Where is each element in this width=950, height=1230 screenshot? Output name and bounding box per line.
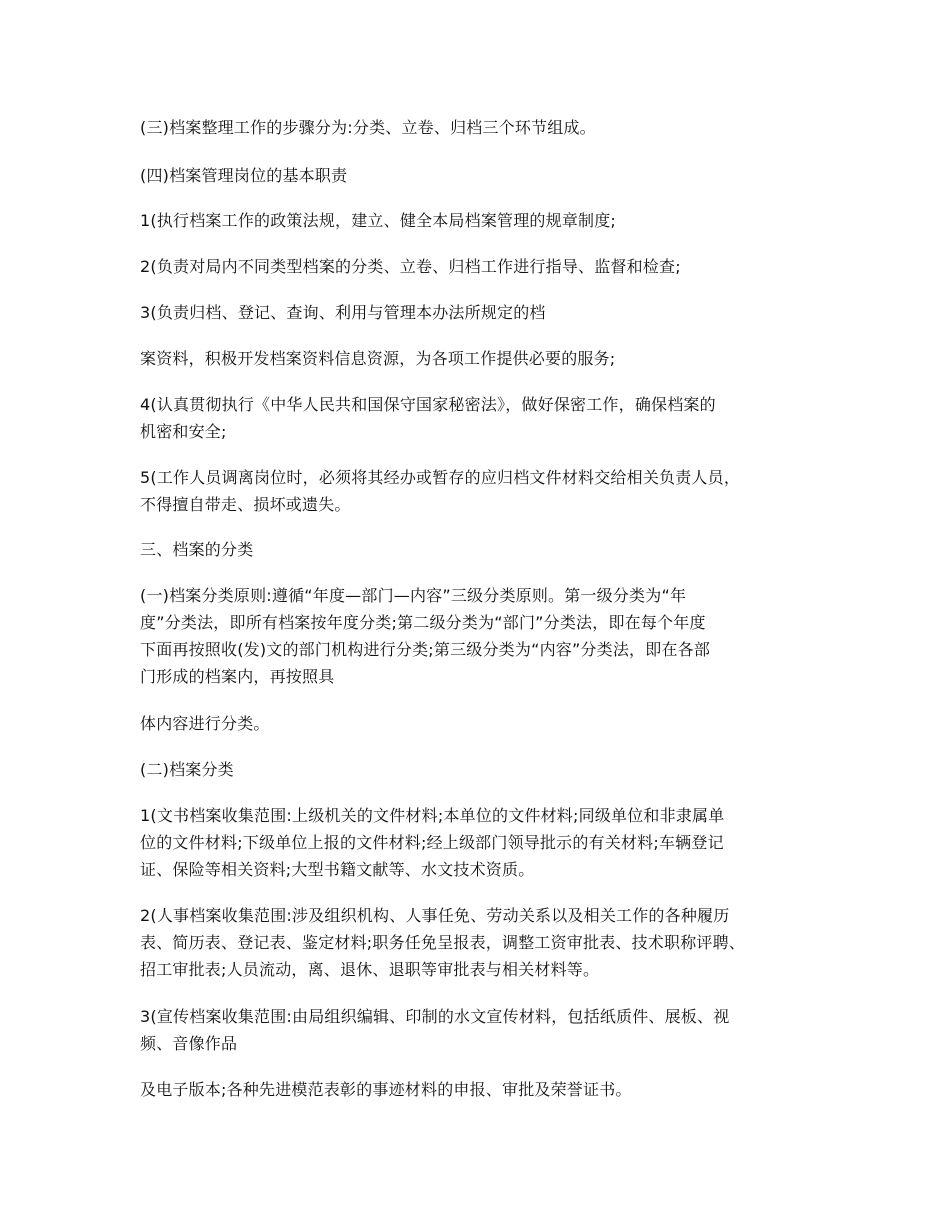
paragraph (140, 464, 815, 518)
paragraph-line: 5(工作人员调离岗位时，必须将其经办或暂存的应归档文件材料交给相关负责人员， (140, 468, 741, 487)
paragraph-line: (四)档案管理岗位的基本职责 (140, 166, 348, 185)
paragraph-line: 案资料，积极开发档案资料信息资源，为各项工作提供必要的服务; (140, 349, 616, 368)
paragraph-line: 门形成的档案内，再按照具 (140, 667, 335, 686)
paragraph-line: 三、档案的分类 (140, 540, 254, 559)
paragraph-line: 下面再按照收(发)文的部门机构进行分类;第三级分类为“内容”分类法，即在各部 (140, 640, 711, 659)
paragraph-line: 证、保险等相关资料;大型书籍文献等、水文技术资质。 (140, 860, 535, 879)
paragraph-line: 位的文件材料;下级单位上报的文件材料;经上级部门领导批示的有关材料;车辆登记 (140, 833, 724, 852)
section-heading (140, 162, 815, 189)
paragraph-line: 2(人事档案收集范围:涉及组织机构、人事任免、劳动关系以及相关工作的各种履历 (140, 906, 730, 925)
paragraph-line: 1(执行档案工作的政策法规，建立、健全本局档案管理的规章制度; (140, 211, 617, 230)
paragraph-line: 体内容进行分类。 (140, 714, 270, 733)
paragraph-line: (一)档案分类原则:遵循“年度—部门—内容”三级分类原则。第一级分类为“年 (140, 586, 687, 605)
paragraph-line: 招工审批表;人员流动，离、退休、退职等审批表与相关材料等。 (140, 960, 600, 979)
paragraph-line: 4(认真贯彻执行《中华人民共和国保守国家秘密法》，做好保密工作，确保档案的 (140, 395, 716, 414)
section-heading (140, 536, 815, 563)
paragraph-line: 机密和安全; (140, 422, 227, 441)
paragraph-line: (二)档案分类 (140, 760, 234, 779)
paragraph-line: 频、音像作品 (140, 1034, 238, 1053)
paragraph (140, 802, 815, 883)
paragraph (140, 207, 815, 234)
paragraph-line: 3(宣传档案收集范围:由局组织编辑、印制的水文宣传材料，包括纸质件、展板、视 (140, 1007, 730, 1026)
section-heading (140, 756, 815, 783)
paragraph-line: (三)档案整理工作的步骤分为:分类、立卷、归档三个环节组成。 (140, 118, 596, 137)
paragraph (140, 902, 815, 983)
paragraph-line: 不得擅自带走、损坏或遗失。 (140, 495, 351, 514)
paragraph (140, 1076, 815, 1103)
paragraph (140, 299, 815, 326)
paragraph (140, 253, 815, 280)
paragraph-line: 2(负责对局内不同类型档案的分类、立卷、归档工作进行指导、监督和检查; (140, 257, 681, 276)
paragraph-line: 及电子版本;各种先进模范表彰的事迹材料的申报、审批及荣誉证书。 (140, 1080, 632, 1099)
paragraph (140, 1003, 815, 1057)
paragraph (140, 582, 815, 690)
paragraph-line: 1(文书档案收集范围:上级机关的文件材料;本单位的文件材料;同级单位和非隶属单 (140, 806, 725, 825)
paragraph-line: 度”分类法，即所有档案按年度分类;第二级分类为“部门”分类法，即在每个年度 (140, 613, 706, 632)
paragraph (140, 391, 815, 445)
paragraph (140, 345, 815, 372)
paragraph (140, 710, 815, 737)
paragraph (140, 114, 815, 141)
paragraph-line: 3(负责归档、登记、查询、利用与管理本办法所规定的档 (140, 303, 546, 322)
paragraph-line: 表、简历表、登记表、鉴定材料;职务任免呈报表，调整工资审批表、技术职称评聘、 (140, 933, 745, 952)
